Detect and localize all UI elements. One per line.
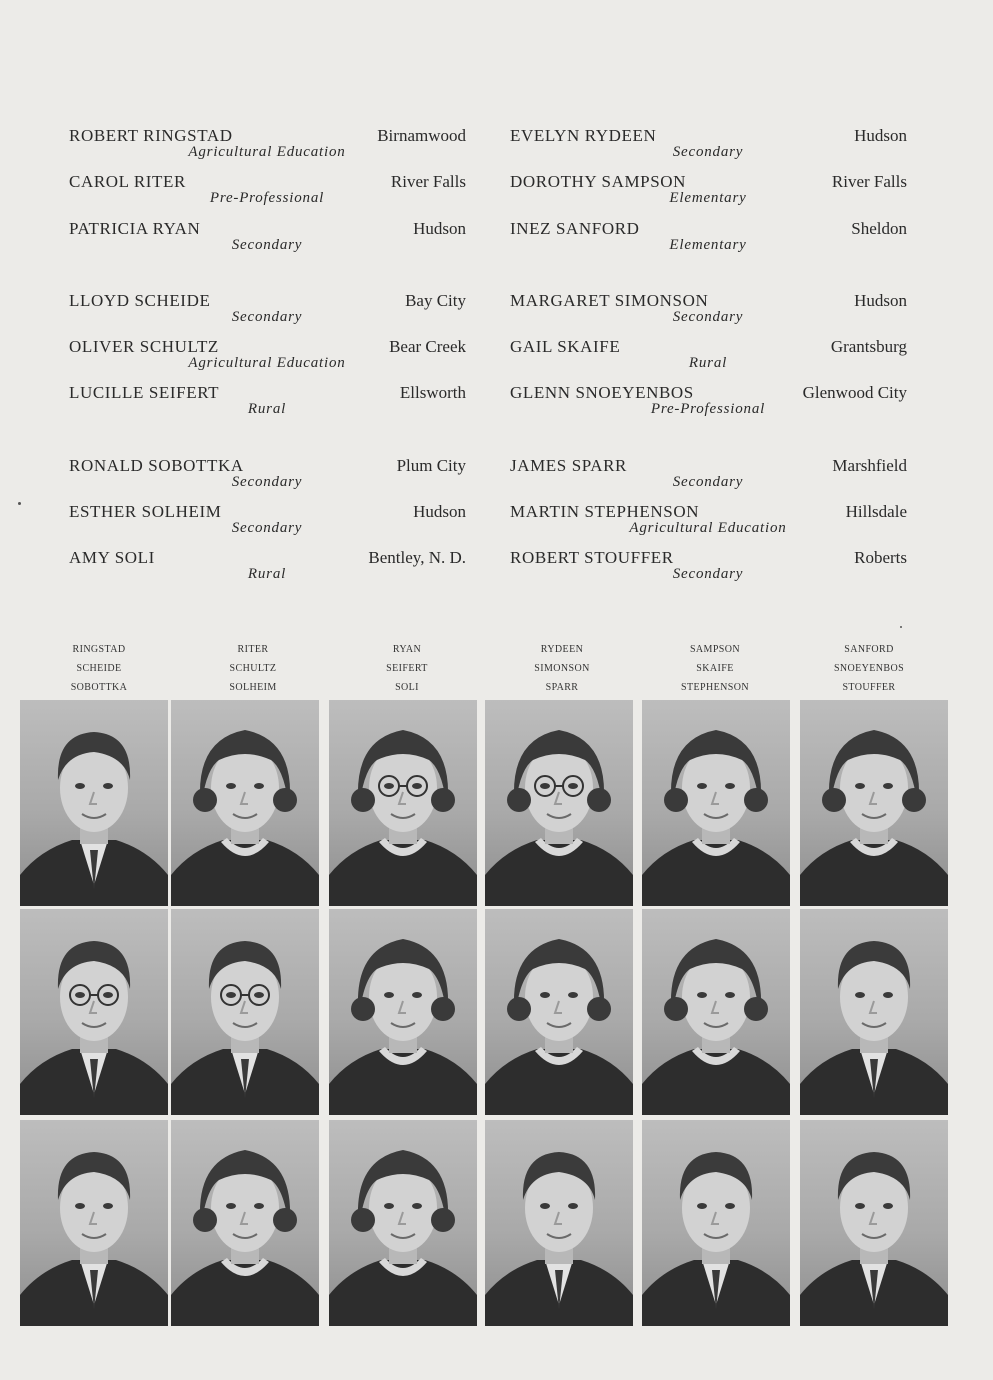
student-entry	[69, 548, 466, 592]
student-portrait	[171, 700, 319, 906]
student-name: DOROTHY SAMPSON	[510, 172, 687, 191]
student-entry	[69, 383, 466, 427]
student-name: RONALD SOBOTTKA	[69, 456, 244, 475]
student-hometown: Bentley, N. D.	[368, 548, 466, 567]
student-name: INEZ SANFORD	[510, 219, 640, 238]
student-entry	[510, 383, 907, 427]
student-portrait	[642, 909, 790, 1115]
student-program: Secondary	[672, 474, 744, 490]
student-portrait	[20, 1120, 168, 1326]
photo-key-column	[809, 640, 929, 697]
student-portrait	[329, 1120, 477, 1326]
student-entry	[69, 456, 466, 500]
student-name: OLIVER SCHULTZ	[69, 337, 219, 356]
student-program: Rural	[247, 401, 287, 417]
student-portrait	[800, 1120, 948, 1326]
student-name: CAROL RITER	[69, 172, 186, 191]
photo-key-label: SNOEYENBOS	[833, 663, 905, 674]
student-program: Rural	[247, 566, 287, 582]
student-entry	[510, 548, 907, 592]
student-program: Pre-Professional	[650, 401, 766, 417]
student-entry	[69, 172, 466, 216]
photo-key-label: SCHEIDE	[76, 663, 122, 674]
student-name: AMY SOLI	[69, 548, 155, 567]
student-entry	[69, 337, 466, 381]
student-name: MARGARET SIMONSON	[510, 291, 709, 310]
print-speck	[18, 502, 21, 505]
student-portrait	[20, 909, 168, 1115]
student-entry	[69, 219, 466, 263]
student-entry	[510, 126, 907, 170]
photo-key-column	[39, 640, 159, 697]
student-portrait	[642, 1120, 790, 1326]
photo-key-label: SAMPSON	[689, 644, 741, 655]
print-speck	[900, 626, 902, 628]
student-portrait	[485, 1120, 633, 1326]
student-hometown: Marshfield	[832, 456, 907, 475]
photo-key-column	[193, 640, 313, 697]
photo-key-label: RITER	[237, 644, 269, 655]
student-entry	[510, 172, 907, 216]
student-program: Secondary	[672, 144, 744, 160]
student-entry	[69, 126, 466, 170]
student-hometown: Plum City	[396, 456, 466, 475]
student-program: Secondary	[231, 309, 303, 325]
student-hometown: Roberts	[854, 548, 907, 567]
photo-key-label: SOBOTTKA	[70, 682, 128, 693]
student-program: Elementary	[669, 237, 747, 253]
student-name: MARTIN STEPHENSON	[510, 502, 700, 521]
student-program: Rural	[688, 355, 728, 371]
photo-key-label: SANFORD	[844, 644, 894, 655]
student-name: GAIL SKAIFE	[510, 337, 621, 356]
student-hometown: Bear Creek	[389, 337, 466, 356]
student-program: Secondary	[672, 566, 744, 582]
student-portrait	[642, 700, 790, 906]
student-hometown: Hudson	[413, 219, 466, 238]
student-program: Pre-Professional	[209, 190, 325, 206]
student-hometown: Ellsworth	[399, 383, 466, 402]
photo-key-label: RINGSTAD	[72, 644, 126, 655]
student-name: LUCILLE SEIFERT	[69, 383, 220, 402]
student-portrait	[171, 1120, 319, 1326]
student-hometown: Hudson	[854, 126, 907, 145]
student-portrait	[171, 909, 319, 1115]
photo-key-column	[347, 640, 467, 697]
student-program: Secondary	[231, 474, 303, 490]
photo-key-label: STOUFFER	[842, 682, 896, 693]
portrait-grid	[20, 700, 947, 1328]
student-hometown: River Falls	[831, 172, 907, 191]
student-entry	[510, 456, 907, 500]
photo-key-label: SOLI	[395, 682, 419, 693]
student-name: PATRICIA RYAN	[69, 219, 201, 238]
student-hometown: Hudson	[854, 291, 907, 310]
student-program: Agricultural Education	[188, 144, 346, 160]
student-entry	[510, 219, 907, 263]
student-hometown: Bay City	[405, 291, 466, 310]
student-portrait	[800, 700, 948, 906]
student-portrait	[329, 909, 477, 1115]
student-hometown: Grantsburg	[830, 337, 907, 356]
student-hometown: Birnamwood	[377, 126, 466, 145]
photo-key-label: SKAIFE	[696, 663, 734, 674]
student-hometown: River Falls	[390, 172, 466, 191]
student-hometown: Sheldon	[851, 219, 907, 238]
student-name: JAMES SPARR	[510, 456, 628, 475]
photo-key-label: SIMONSON	[534, 663, 590, 674]
student-program: Secondary	[231, 520, 303, 536]
student-hometown: Hudson	[413, 502, 466, 521]
student-program: Secondary	[672, 309, 744, 325]
photo-key-column	[502, 640, 622, 697]
photo-key-label: SEIFERT	[386, 663, 428, 674]
student-name: ROBERT RINGSTAD	[69, 126, 233, 145]
student-portrait	[485, 700, 633, 906]
photo-key-column	[655, 640, 775, 697]
student-name: LLOYD SCHEIDE	[69, 291, 211, 310]
photo-key-label: RYAN	[392, 644, 422, 655]
photo-key-label: RYDEEN	[540, 644, 584, 655]
photo-key-label: SCHULTZ	[229, 663, 277, 674]
student-program: Elementary	[669, 190, 747, 206]
student-name: EVELYN RYDEEN	[510, 126, 657, 145]
student-entry	[69, 502, 466, 546]
student-portrait	[329, 700, 477, 906]
student-hometown: Glenwood City	[802, 383, 907, 402]
student-name: ROBERT STOUFFER	[510, 548, 674, 567]
student-entry	[69, 291, 466, 335]
photo-key-label: SOLHEIM	[229, 682, 277, 693]
student-entry	[510, 337, 907, 381]
student-program: Agricultural Education	[188, 355, 346, 371]
photo-key-label: STEPHENSON	[681, 682, 749, 693]
student-hometown: Hillsdale	[845, 502, 907, 521]
student-portrait	[485, 909, 633, 1115]
student-portrait	[20, 700, 168, 906]
student-program: Agricultural Education	[629, 520, 787, 536]
student-program: Secondary	[231, 237, 303, 253]
student-name: GLENN SNOEYENBOS	[510, 383, 694, 402]
student-entry	[510, 291, 907, 335]
student-entry	[510, 502, 907, 546]
student-name: ESTHER SOLHEIM	[69, 502, 222, 521]
photo-key-label: SPARR	[545, 682, 579, 693]
student-portrait	[800, 909, 948, 1115]
